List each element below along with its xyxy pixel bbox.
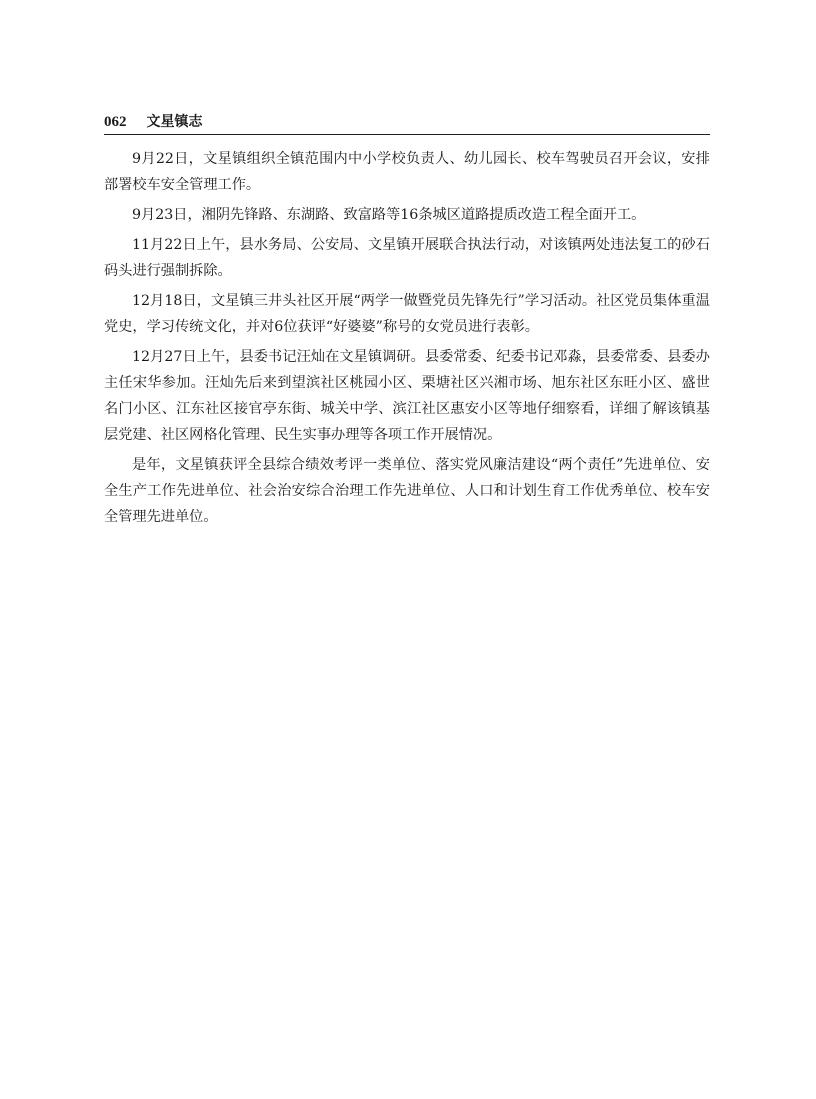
- paragraph: 9月22日，文星镇组织全镇范围内中小学校负责人、幼儿园长、校车驾驶员召开会议，安排部署校车安全管理工作。: [104, 151, 710, 193]
- page-header: [104, 112, 710, 135]
- book-title: 文星镇志: [146, 114, 203, 130]
- paragraph: 12月18日，文星镇三井头社区开展“两学一做暨党员先锋先行”学习活动。社区党员集体重温党史，学习传统文化，并对6位获评“好婆婆”称号的女党员进行表彰。: [104, 293, 710, 335]
- page-body: [104, 146, 710, 530]
- paragraph: 12月27日上午，县委书记汪灿在文星镇调研。县委常委、纪委书记邓淼，县委常委、县委办主任宋华参加。汪灿先后来到望滨社区桃园小区、栗塘社区兴湘市场、旭东社区东旺小区、盛世名门小区、江东社区接官亭东街、城关中学、滨江社区惠安小区等地仔细察看，详细了解该镇基层党建、社区网格化管理、民生实事办理等各项工作开展情况。: [104, 349, 710, 443]
- paragraph: 是年，文星镇获评全县综合绩效考评一类单位、落实党风廉洁建设“两个责任”先进单位、安全生产工作先进单位、社会治安综合治理工作先进单位、人口和计划生育工作优秀单位、校车安全管理先进单位。: [104, 457, 710, 525]
- paragraph: 9月23日，湘阴先锋路、东湖路、致富路等16条城区道路提质改造工程全面开工。: [132, 207, 646, 223]
- paragraph: 11月22日上午，县水务局、公安局、文星镇开展联合执法行动，对该镇两处违法复工的砂石码头进行强制拆除。: [104, 237, 710, 279]
- page-number: 062: [104, 114, 127, 130]
